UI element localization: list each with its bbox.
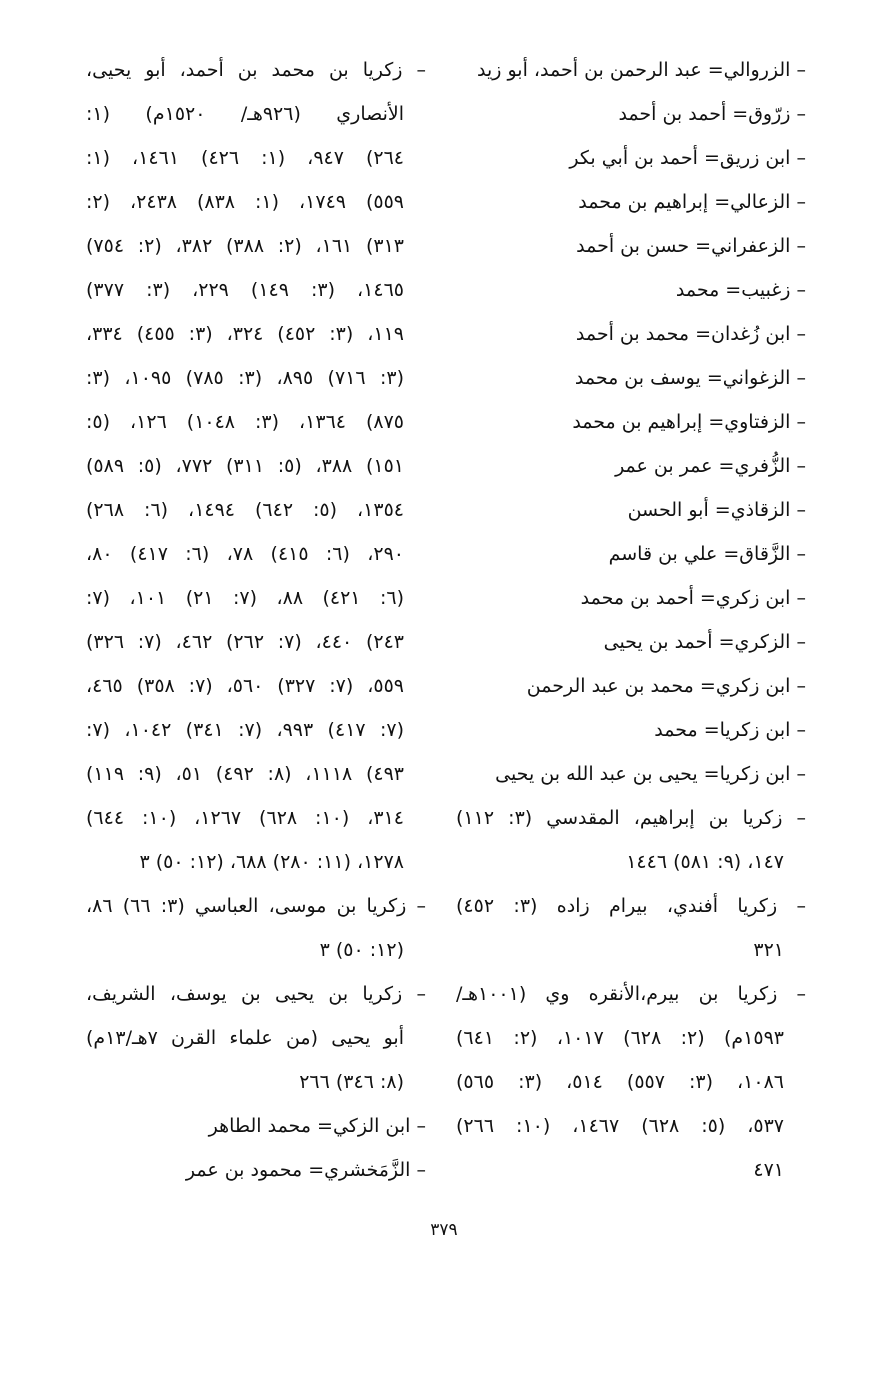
entry-line: – الزغواني= يوسف بن محمد <box>574 367 806 389</box>
entry-line: – ابن زريق= أحمد بن أبي بكر <box>569 147 806 169</box>
entry-line: ٥٥٩) ١٧٤٩، (١: ٨٣٨) ٢٤٣٨، (٢: <box>86 191 405 213</box>
index-entry <box>456 620 806 664</box>
entry-line: ١٥٩٣م) (٢: ٦٢٨) ١٠١٧، (٢: ٦٤١) <box>456 1027 784 1049</box>
entry-line: – زكريا بن يحيى بن يوسف، الشريف، <box>86 983 426 1005</box>
entry-line: أبو يحيى (من علماء القرن ٧هـ/١٣م) <box>86 1027 404 1049</box>
entry-line: – الزَّقاق= علي بن قاسم <box>608 543 806 565</box>
entry-line: ١٠٨٦، (٣: ٥٥٧) ٥١٤، (٣: ٥٦٥) <box>456 1071 784 1093</box>
index-entry <box>456 268 806 312</box>
entry-line: ٤٩٣) ١١١٨، (٨: ٤٩٢) ٥١، (٩: ١١٩) <box>86 763 405 785</box>
entry-line: – ابن زكري= أحمد بن محمد <box>580 587 806 609</box>
index-entry <box>456 884 806 972</box>
index-entry <box>456 180 806 224</box>
index-entry <box>456 796 806 884</box>
entry-line: – ابن زكريا= محمد <box>654 719 806 741</box>
entry-line: ٥٥٩، (٧: ٣٢٧) ٥٦٠، (٧: ٣٥٨) ٤٦٥، <box>86 675 404 697</box>
index-entry <box>86 1104 426 1148</box>
index-column-left <box>86 48 426 1192</box>
index-entry <box>456 972 806 1192</box>
entry-line: – زغبيب= محمد <box>675 279 806 301</box>
entry-line: ١٣٥٤، (٥: ٦٤٢) ١٤٩٤، (٦: ٢٦٨) <box>86 499 404 521</box>
entry-line: – ابن زُغدان= محمد بن أحمد <box>575 323 806 345</box>
entry-line: – الزكري= أحمد بن يحيى <box>603 631 806 653</box>
index-entry <box>456 664 806 708</box>
entry-line: – الزعالي= إبراهيم بن محمد <box>578 191 806 213</box>
entry-line: (٦: ٤٢١) ٨٨، (٧: ٢١) ١٠١، (٧: <box>86 587 405 609</box>
entry-line: (٧: ٤١٧) ٩٩٣، (٧: ٣٤١) ١٠٤٢، (٧: <box>86 719 404 741</box>
index-entry <box>456 576 806 620</box>
entry-line: ١٤٦٥، (٣: ١٤٩) ٢٢٩، (٣: ٣٧٧) <box>86 279 404 301</box>
index-column-right <box>456 48 806 1192</box>
entry-line: ٣٢١ <box>753 939 784 961</box>
entry-line: ٢٤٣) ٤٤٠، (٧: ٢٦٢) ٤٦٢، (٧: ٣٢٦) <box>86 631 405 653</box>
entry-line: ١١٩، (٣: ٤٥٢) ٣٢٤، (٣: ٤٥٥) ٣٣٤، <box>86 323 404 345</box>
entry-line: – الزُّفري= عمر بن عمر <box>615 455 806 477</box>
index-entry <box>456 48 806 92</box>
entry-line: الأنصاري (٩٢٦هـ/ ١٥٢٠م) (١: <box>86 103 404 125</box>
index-entry <box>456 444 806 488</box>
entry-line: (٨: ٣٤٦) ٢٦٦ <box>299 1071 404 1093</box>
index-entry <box>456 532 806 576</box>
index-entry <box>456 92 806 136</box>
entry-line: – ابن زكري= محمد بن عبد الرحمن <box>526 675 806 697</box>
page-number: ٣٧٩ <box>430 1220 458 1240</box>
entry-line: ٢٩٠، (٦: ٤١٥) ٧٨، (٦: ٤١٧) ٨٠، <box>86 543 405 565</box>
entry-line: (٣: ٧١٦) ٨٩٥، (٣: ٧٨٥) ١٠٩٥، (٣: <box>86 367 404 389</box>
index-entry <box>456 752 806 796</box>
index-entry <box>86 972 426 1104</box>
index-entry <box>456 136 806 180</box>
index-entry <box>86 884 426 972</box>
index-entry <box>456 400 806 444</box>
entry-line: (١٢: ٥٠) ٣ <box>319 939 404 961</box>
entry-line: ١٥١) ٣٨٨، (٥: ٣١١) ٧٧٢، (٥: ٥٨٩) <box>86 455 405 477</box>
index-entry <box>86 48 426 884</box>
index-entry <box>456 224 806 268</box>
entry-line: ٨٧٥) ١٣٦٤، (٣: ١٠٤٨) ١٢٦، (٥: <box>86 411 405 433</box>
entry-line: – الزَّمَخشري= محمود بن عمر <box>185 1159 426 1181</box>
entry-line: – ابن الزكي= محمد الطاهر <box>208 1115 426 1137</box>
entry-line: ٢٦٤) ٩٤٧، (١: ٤٢٦) ١٤٦١، (١: <box>86 147 405 169</box>
entry-line: ٣١٤، (١٠: ٦٢٨) ١٢٦٧، (١٠: ٦٤٤) <box>86 807 404 829</box>
entry-line: ٥٣٧، (٥: ٦٢٨) ١٤٦٧، (١٠: ٢٦٦) <box>456 1115 784 1137</box>
index-entry <box>86 1148 426 1192</box>
entry-line: – ابن زكريا= يحيى بن عبد الله بن يحيى <box>495 763 806 785</box>
entry-line: ١٤٧، (٩: ٥٨١) ١٤٤٦ <box>626 851 784 873</box>
entry-line: – الزقاذي= أبو الحسن <box>627 499 806 521</box>
entry-line: – زكريا بن بيرم،الأنقره وي (١٠٠١هـ/ <box>456 983 806 1005</box>
entry-line: – زكريا بن إبراهيم، المقدسي (٣: ١١٢) <box>456 807 806 829</box>
index-entry <box>456 312 806 356</box>
entry-line: – زكريا أفندي، بيرام زاده (٣: ٤٥٢) <box>456 895 806 917</box>
index-entry <box>456 356 806 400</box>
entry-line: ٣١٣) ١٦١، (٢: ٣٨٨) ٣٨٢، (٢: ٧٥٤) <box>86 235 405 257</box>
entry-line: – زكريا بن موسى، العباسي (٣: ٦٦) ٨٦، <box>86 895 426 917</box>
entry-line: – الزعفراني= حسن بن أحمد <box>576 235 806 257</box>
index-entry <box>456 708 806 752</box>
entry-line: – الزفتاوي= إبراهيم بن محمد <box>572 411 806 433</box>
entry-line: ١٢٧٨، (١١: ٢٨٠) ٦٨٨، (١٢: ٥٠) ٣ <box>139 851 404 873</box>
entry-line: ٤٧١ <box>753 1159 784 1181</box>
entry-line: – زرّوق= أحمد بن أحمد <box>618 103 806 125</box>
entry-line: – الزروالي= عبد الرحمن بن أحمد، أبو زيد <box>477 59 806 81</box>
index-entry <box>456 488 806 532</box>
entry-line: – زكريا بن محمد بن أحمد، أبو يحيى، <box>86 59 426 81</box>
